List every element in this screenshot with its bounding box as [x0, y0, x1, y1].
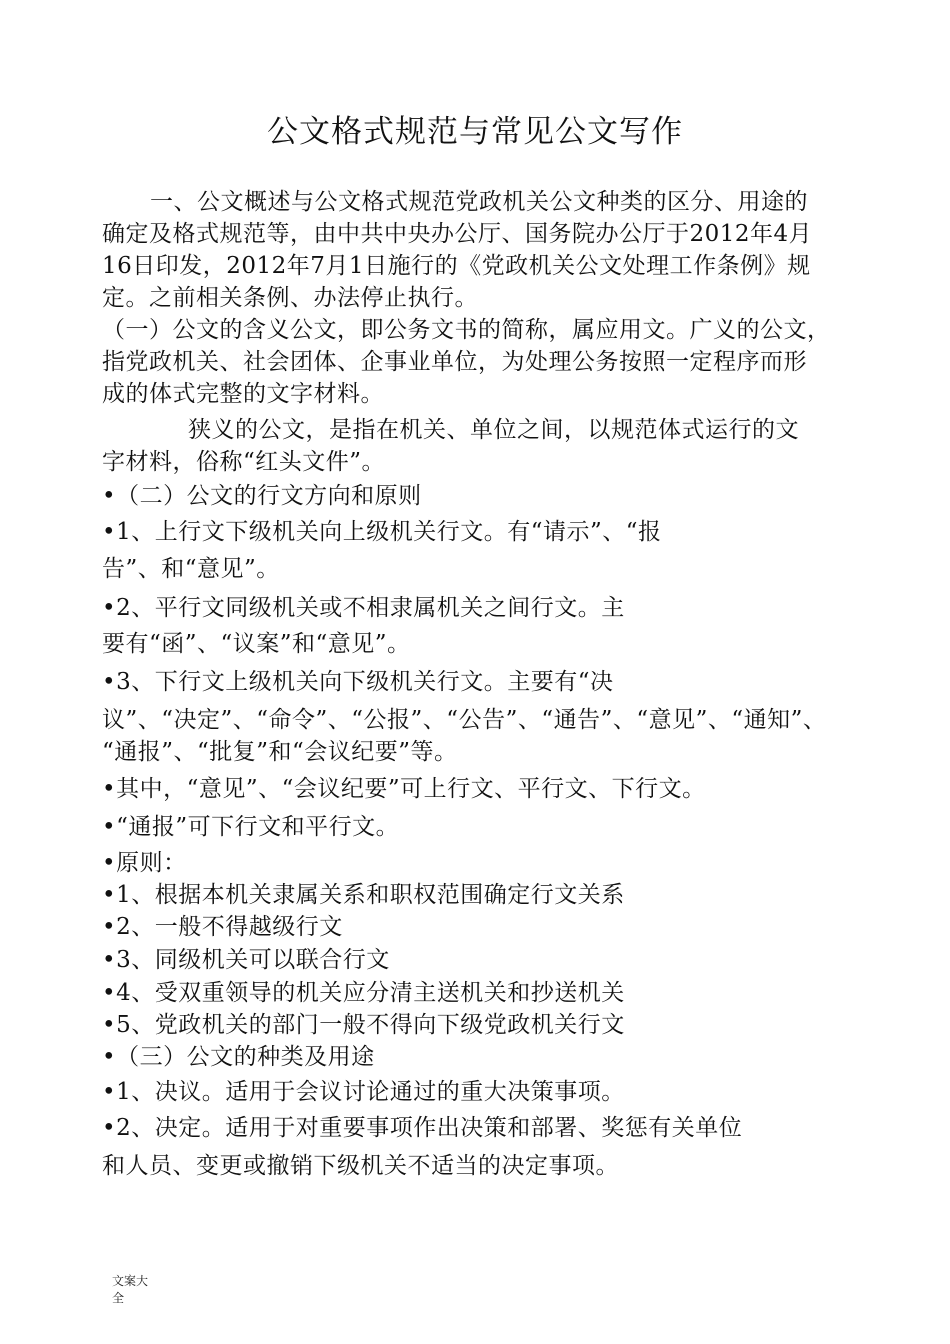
- list-item-continued: 告”、和“意见”。: [102, 556, 280, 582]
- section-heading: •（二）公文的行文方向和原则: [102, 483, 422, 509]
- list-item: •2、平行文同级机关或不相隶属机关之间行文。主: [102, 595, 625, 621]
- document-title: 公文格式规范与常见公文写作: [267, 114, 683, 150]
- list-item-continued: 要有“函”、“议案”和“意见”。: [102, 631, 411, 657]
- paragraph-line: 定。之前相关条例、办法停止执行。: [102, 285, 478, 311]
- list-item: •其中，“意见”、“会议纪要”可上行文、平行文、下行文。: [102, 776, 706, 802]
- paragraph-line: 16日印发，2012年7月1日施行的《党政机关公文处理工作条例》规: [102, 253, 811, 279]
- list-item: •原则：: [102, 850, 187, 876]
- list-item-continued: 议”、“决定”、“命令”、“公报”、“公告”、“通告”、“意见”、“通知”、: [102, 707, 827, 733]
- paragraph-line: 一、公文概述与公文格式规范党政机关公文种类的区分、用途的: [150, 189, 808, 215]
- list-item: •3、下行文上级机关向下级机关行文。主要有“决: [102, 669, 614, 695]
- list-item: •5、党政机关的部门一般不得向下级党政机关行文: [102, 1012, 625, 1038]
- list-item: •3、同级机关可以联合行文: [102, 947, 390, 973]
- list-item: •4、受双重领导的机关应分清主送机关和抄送机关: [102, 980, 625, 1006]
- list-item: •2、一般不得越级行文: [102, 914, 343, 940]
- section-heading: •（三）公文的种类及用途: [102, 1044, 375, 1070]
- list-item-continued: 和人员、变更或撤销下级机关不适当的决定事项。: [102, 1153, 619, 1179]
- list-item: •1、上行文下级机关向上级机关行文。有“请示”、“报: [102, 519, 662, 545]
- list-item: •2、决定。适用于对重要事项作出决策和部署、奖惩有关单位: [102, 1115, 743, 1141]
- list-item-continued: “通报”、“批复”和“会议纪要”等。: [102, 739, 458, 765]
- list-item: •“通报”可下行文和平行文。: [102, 814, 400, 840]
- paragraph-line: 狭义的公文，是指在机关、单位之间，以规范体式运行的文: [188, 417, 799, 443]
- footer-text: 文案大全: [112, 1274, 149, 1305]
- paragraph-line: （一）公文的含义公文，即公务文书的简称，属应用文。广义的公文，: [102, 317, 831, 343]
- paragraph-line: 字材料，俗称“红头文件”。: [102, 449, 386, 475]
- paragraph-line: 指党政机关、社会团体、企事业单位，为处理公务按照一定程序而形: [102, 349, 807, 375]
- list-item: •1、根据本机关隶属关系和职权范围确定行文关系: [102, 882, 625, 908]
- paragraph-line: 确定及格式规范等，由中共中央办公厅、国务院办公厅于2012年4月: [102, 221, 813, 247]
- list-item: •1、决议。适用于会议讨论通过的重大决策事项。: [102, 1079, 625, 1105]
- paragraph-line: 成的体式完整的文字材料。: [102, 381, 384, 407]
